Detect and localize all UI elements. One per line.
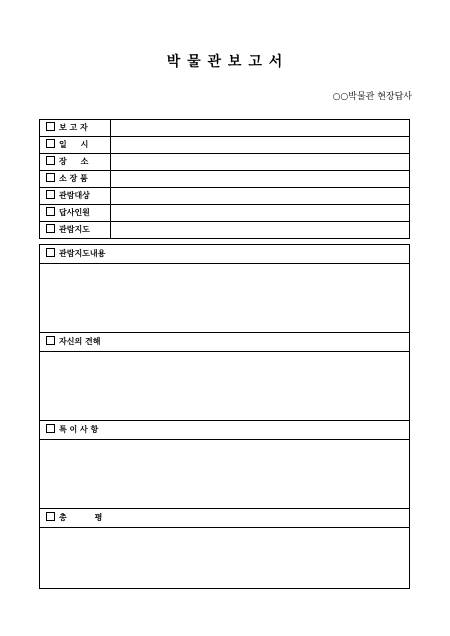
- info-label: 관람대상: [59, 191, 90, 200]
- info-row-collection: [40, 171, 410, 188]
- checkbox-icon: [46, 190, 55, 199]
- info-row-guide: [40, 222, 410, 239]
- info-label: 답사인원: [59, 208, 90, 217]
- info-value-field[interactable]: [111, 222, 410, 239]
- info-row-reporter: [40, 120, 410, 137]
- report-sections: [39, 244, 410, 589]
- info-row-members: [40, 205, 410, 222]
- info-label: 소 장 품: [59, 174, 88, 183]
- info-label: 장 소: [59, 157, 89, 166]
- info-value-field[interactable]: [111, 188, 410, 205]
- checkbox-icon: [46, 336, 55, 345]
- info-value-field[interactable]: [111, 137, 410, 154]
- checkbox-icon: [46, 207, 55, 216]
- checkbox-icon: [46, 122, 55, 131]
- section-header-remarks: 특 이 사 항: [40, 421, 410, 440]
- checkbox-icon: [46, 248, 55, 257]
- section-header-summary: 총 평: [40, 509, 410, 528]
- document-subtitle: ○○박물관 현장답사: [332, 92, 412, 102]
- document-title: 박 물 관 보 고 서: [166, 54, 284, 70]
- info-value-field[interactable]: [111, 154, 410, 171]
- checkbox-icon: [46, 173, 55, 182]
- info-label: 관람지도: [59, 225, 90, 234]
- info-row-datetime: [40, 137, 410, 154]
- section-body-opinion[interactable]: [40, 352, 410, 421]
- info-row-audience: [40, 188, 410, 205]
- info-table: [39, 119, 410, 239]
- info-value-field[interactable]: [111, 120, 410, 137]
- info-value-field[interactable]: [111, 171, 410, 188]
- checkbox-icon: [46, 156, 55, 165]
- info-row-place: [40, 154, 410, 171]
- section-header-guide-content: 관람지도내용: [40, 245, 410, 264]
- section-body-remarks[interactable]: [40, 440, 410, 509]
- info-value-field[interactable]: [111, 205, 410, 222]
- section-header-opinion: 자신의 견해: [40, 333, 410, 352]
- section-body-summary[interactable]: [40, 528, 410, 589]
- checkbox-icon: [46, 512, 55, 521]
- section-body-guide-content[interactable]: [40, 264, 410, 333]
- checkbox-icon: [46, 424, 55, 433]
- info-label: 일 시: [59, 140, 89, 149]
- info-label: 보 고 자: [59, 123, 88, 132]
- checkbox-icon: [46, 224, 55, 233]
- checkbox-icon: [46, 139, 55, 148]
